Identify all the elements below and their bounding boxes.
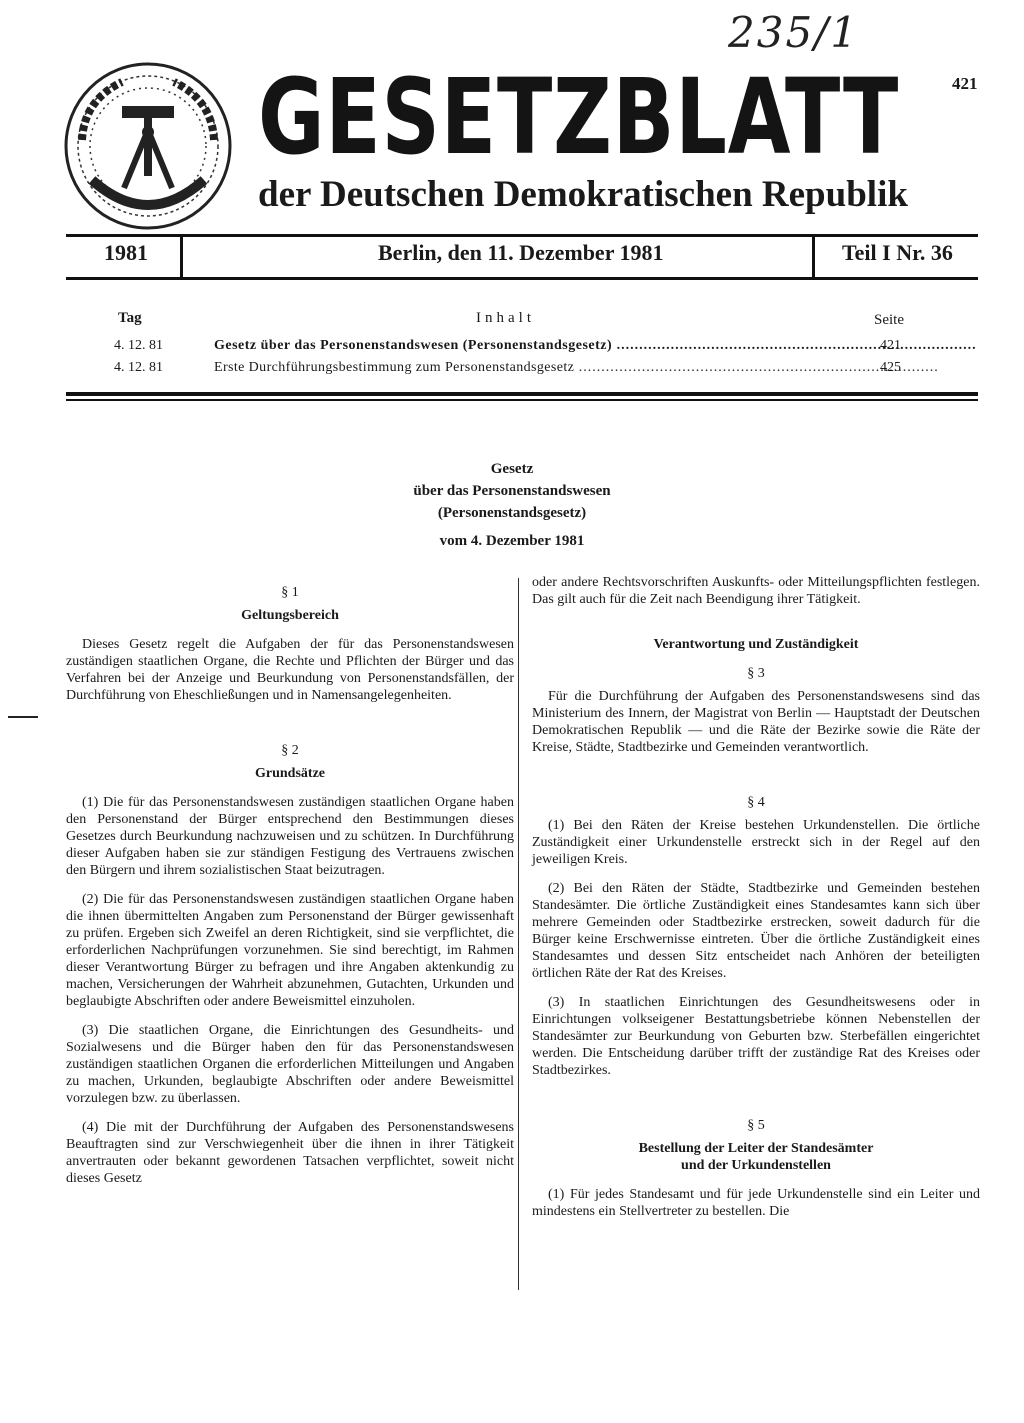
masthead-subtitle: der Deutschen Demokratischen Republik bbox=[258, 174, 908, 215]
left-column bbox=[66, 574, 514, 1199]
contents-header-inhalt: Inhalt bbox=[476, 310, 535, 326]
contents-row-title: Gesetz über das Personenstandswesen (Personenstandsgesetz) ..... bbox=[214, 338, 774, 354]
masthead-title: GESETZBLATT bbox=[258, 56, 900, 178]
contents-rule bbox=[66, 399, 978, 401]
section-title: und der Urkundenstellen bbox=[681, 1158, 831, 1173]
section-title: Bestellung der Leiter der Standesämter bbox=[638, 1141, 874, 1156]
state-emblem-icon bbox=[62, 60, 234, 232]
issue-bar-separator bbox=[812, 234, 815, 280]
handwritten-archive-note: 235/1 bbox=[728, 8, 860, 57]
contents-row-title: Erste Durchführungsbestimmung zum Personenstandsgesetz ..... bbox=[214, 360, 774, 376]
law-date: vom 4. Dezember 1981 bbox=[439, 533, 585, 549]
paragraph: Dieses Gesetz regelt die Aufgaben der für das Personenstandswesen zuständigen staatlichen Organe, die Rechte und Pflichten der Bürger und das Verfahren bei der Anzeige und Beurkundung von Personenstandsfällen, der Durchführung von Eheschließungen und in Namensangelegenheiten. bbox=[66, 637, 514, 703]
paragraph: (4) Die mit der Durchführung der Aufgaben des Personenstandswesens Beauftragten sind zur Verschwiegenheit über die ihnen in ihrer Tätigkeit anvertrauten oder bekannt gewordenen Tatsachen verpflichtet, soweit nicht dieses Gesetz bbox=[66, 1120, 514, 1186]
paragraph: (3) In staatlichen Einrichtungen des Gesundheitswesens oder in Einrichtungen volkseigener Bestattungsbetriebe können Nebenstellen der Standesämter zur Beurkundung von Geburten bzw. Sterbefällen eingerichtet werden. Die Entscheidung darüber trifft der zuständige Rat des Kreises oder Stadtbezirkes. bbox=[532, 995, 980, 1078]
section-number: § 3 bbox=[747, 666, 765, 681]
contents-row bbox=[114, 338, 914, 360]
section-number: § 4 bbox=[747, 795, 765, 810]
section-number: § 2 bbox=[281, 743, 299, 758]
issue-bar-separator bbox=[180, 234, 183, 280]
contents-header-day: Tag bbox=[118, 310, 142, 326]
issue-bar-bottom-rule bbox=[66, 277, 978, 280]
law-title-line-3: (Personenstandsgesetz) bbox=[437, 505, 587, 521]
section-title: Geltungsbereich bbox=[241, 608, 339, 623]
section-title: Grundsätze bbox=[255, 766, 325, 781]
chapter-heading: Verantwortung und Zuständigkeit bbox=[653, 637, 859, 652]
issue-bar-top-rule bbox=[66, 234, 978, 237]
law-title-line-1: Gesetz bbox=[490, 461, 534, 477]
contents-header-page: Seite bbox=[874, 312, 904, 328]
paragraph: Für die Durchführung der Aufgaben des Personenstandswesens sind das Ministerium des Innern, der Magistrat von Berlin — Hauptstadt der Deutschen Demokratischen Republik — und die Räte der Bezirke sowie die Räte der Kreise, Städte, Stadtbezirke und Gemeinden verantwortlich. bbox=[532, 689, 980, 755]
contents-row-page: 421 bbox=[880, 338, 901, 353]
contents-row-date: 4. 12. 81 bbox=[114, 360, 163, 375]
section-number: § 1 bbox=[281, 585, 299, 600]
section-number: § 5 bbox=[747, 1118, 765, 1133]
column-divider bbox=[518, 578, 519, 1290]
contents-row-date: 4. 12. 81 bbox=[114, 338, 163, 353]
paragraph: (3) Die staatlichen Organe, die Einrichtungen des Gesundheits- und Sozialwesens und die Bürger haben den für das Personenstandswesen zuständigen staatlichen Organen die erforderlichen Mitteilungen und Angaben zu machen, Urkunden, beglaubigte Abschriften oder andere Beweismittel vorzulegen bzw. zu überlassen. bbox=[66, 1023, 514, 1106]
issue-date-line: Berlin, den 11. Dezember 1981 bbox=[378, 240, 664, 265]
issue-year: 1981 bbox=[104, 240, 148, 265]
paragraph: (2) Die für das Personenstandswesen zuständigen staatlichen Organe haben die ihnen übermittelten Angaben zum Personenstand der Bürger gewissenhaft zu prüfen. Ergeben sich Zweifel an deren Richtigkeit, sind sie verpflichtet, die erforderlichen Nachprüfungen vorzunehmen. Sie sind berechtigt, im Rahmen dieser Verantwortung Bürger zu befragen und ihre Angaben aktenkundig zu machen, Versicherungen der Wahrheit abzunehmen, Gutachten, Urkunden und beglaubigte Abschriften oder andere Beweismittel einzuholen. bbox=[66, 892, 514, 1009]
page-number: 421 bbox=[952, 74, 978, 93]
margin-mark bbox=[8, 716, 38, 718]
paragraph: (1) Für jedes Standesamt und für jede Urkundenstelle sind ein Leiter und mindestens ein Stellvertreter zu bestellen. Die bbox=[532, 1187, 980, 1219]
contents-rule bbox=[66, 392, 978, 396]
paragraph-continued: oder andere Rechtsvorschriften Auskunfts- oder Mitteilungspflichten festlegen. Das gilt auch für die Zeit nach Beendigung ihrer Tätigkeit. bbox=[532, 575, 980, 607]
right-column bbox=[532, 574, 980, 1232]
law-title-line-2: über das Personenstandswesen bbox=[413, 483, 611, 499]
paragraph: (1) Die für das Personenstandswesen zuständigen staatlichen Organe haben den Personenstand der Bürger entsprechend den Bestimmungen dieses Gesetzes durch Beurkundung nachzuweisen und zu schützen. In Durchführung dieser Aufgaben haben sie zur ständigen Festigung des Vertrauens zwischen den Bürgern und ihrem sozialistischen Staat beizutragen. bbox=[66, 795, 514, 878]
issue-part-number: Teil I Nr. 36 bbox=[842, 240, 953, 265]
paragraph: (1) Bei den Räten der Kreise bestehen Urkundenstellen. Die örtliche Zuständigkeit einer Urkundenstelle erstreckt sich in der Regel auf den jeweiligen Kreis. bbox=[532, 818, 980, 867]
paragraph: (2) Bei den Räten der Städte, Stadtbezirke und Gemeinden bestehen Standesämter. Die örtliche Zuständigkeit eines Standesamtes kann sich über mehrere Gemeinden oder Stadtbezirke erstrecken, soweit dadurch für die Bürger keine Erschwernisse eintreten. Über die örtliche Zuständigkeit eines Standesamtes und dessen Sitz entscheidet nach Anhören der beteiligten örtlichen Räte der Rat des Kreises. bbox=[532, 881, 980, 981]
contents-row bbox=[114, 360, 914, 382]
contents-row-page: 425 bbox=[880, 360, 901, 375]
